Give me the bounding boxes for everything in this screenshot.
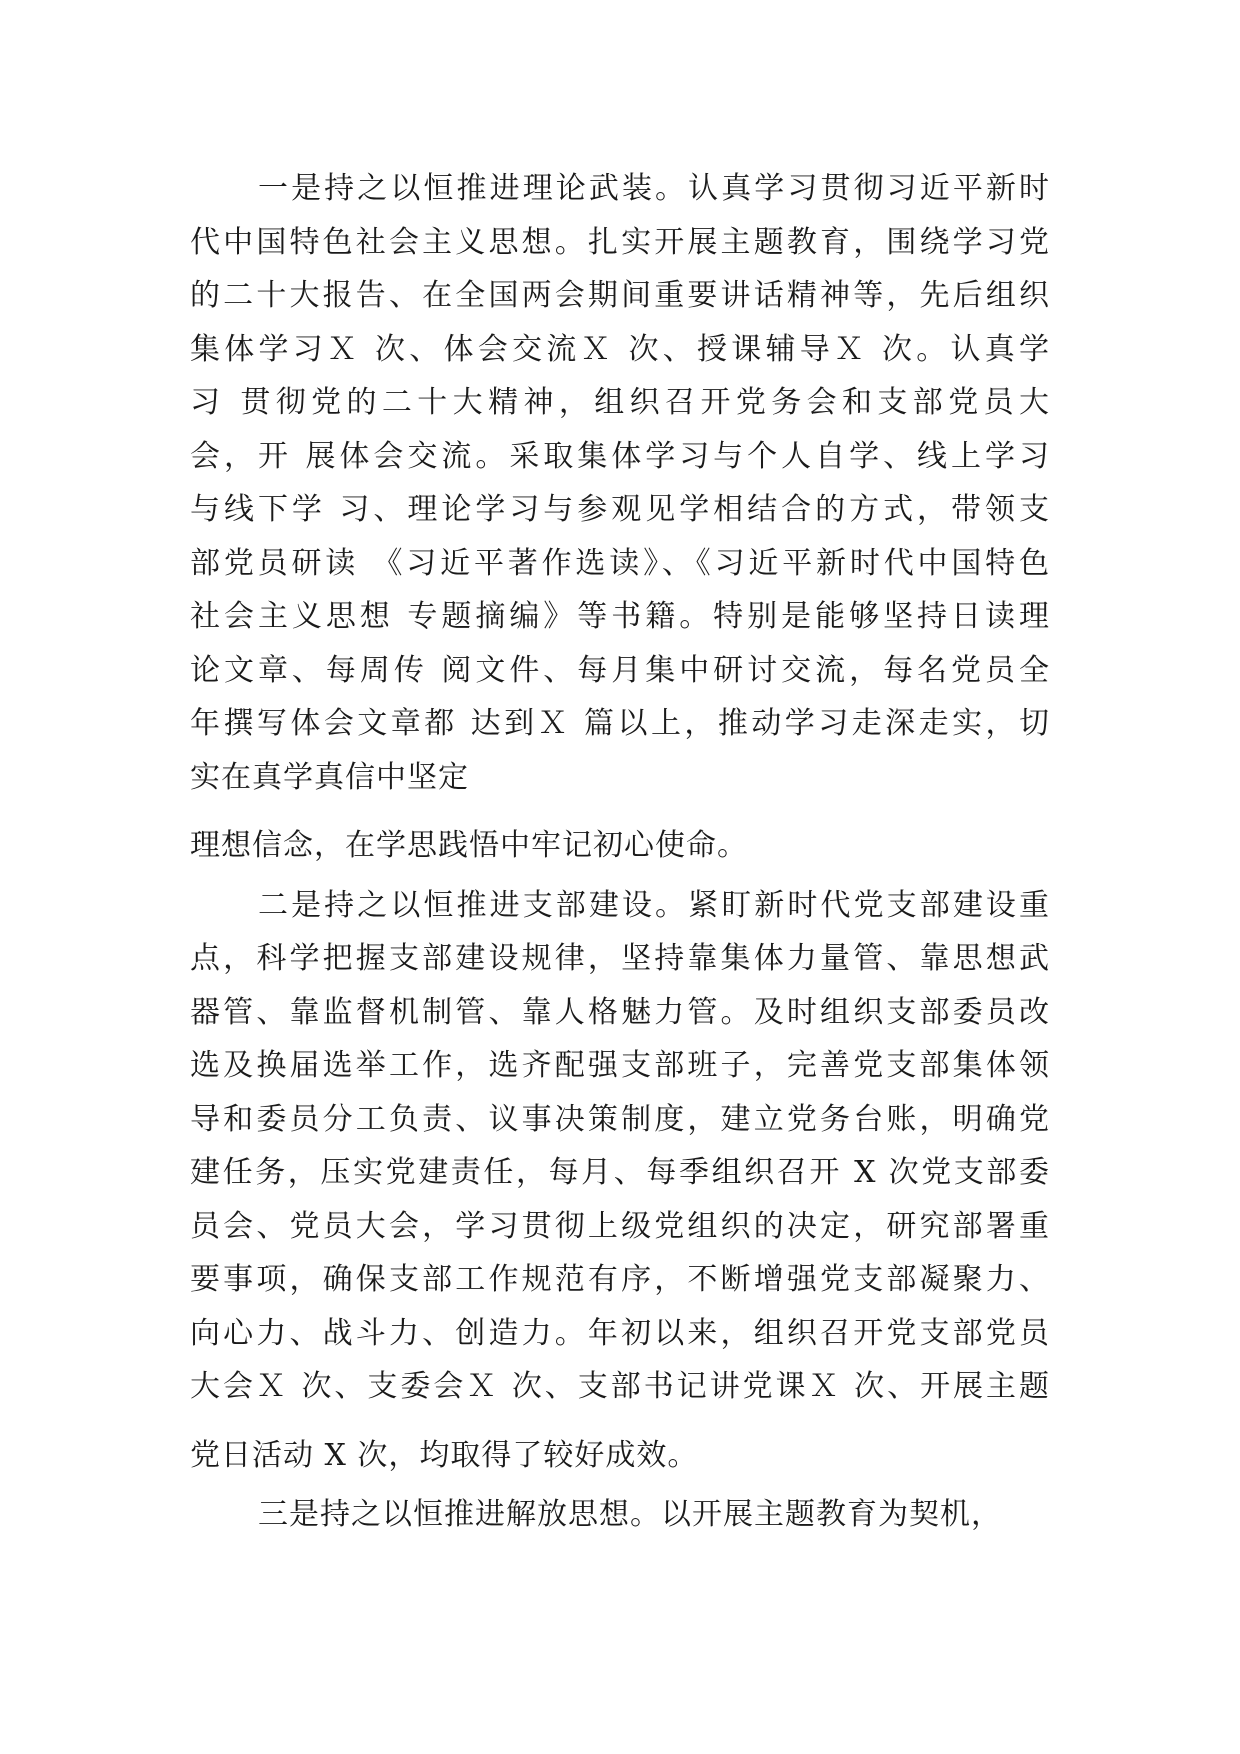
paragraph-1-line-7: 与线下学 习、理论学习与参观见学相结合的方式，带领支 (190, 492, 1050, 527)
paragraph-3-line-1: 三是持之以恒推进解放思想。以开展主题教育为契机， (258, 1497, 1002, 1532)
paragraph-2-line-9: 向心力、战斗力、创造力。年初以来，组织召开党支部党员 (190, 1315, 1050, 1351)
paragraph-1-line-1: 一是持之以恒推进理论武装。认真学习贯彻习近平新时 (258, 171, 1050, 206)
paragraph-2-line-5: 导和委员分工负责、议事决策制度，建立党务台账，明确党 (190, 1101, 1050, 1137)
paragraph-2-line-8: 要事项，确保支部工作规范有序，不断增强党支部凝聚力、 (190, 1262, 1050, 1297)
paragraph-1-line-2: 代中国特色社会主义思想。扎实开展主题教育，围绕学习党 (190, 224, 1050, 260)
paragraph-1-line-4: 集体学习Ｘ 次、体会交流Ｘ 次、授课辅导Ｘ 次。认真学 (190, 331, 1050, 367)
paragraph-1-line-6: 会，开 展体会交流。采取集体学习与个人自学、线上学习 (190, 438, 1050, 474)
paragraph-2-line-10: 大会Ｘ 次、支委会Ｘ 次、支部书记讲党课Ｘ 次、开展主题 (190, 1369, 1050, 1404)
paragraph-1-line-9: 社会主义思想 专题摘编》等书籍。特别是能够坚持日读理 (190, 599, 1050, 634)
paragraph-2-line-4: 选及换届选举工作，选齐配强支部班子，完善党支部集体领 (190, 1048, 1050, 1083)
paragraph-1-line-13: 理想信念，在学思践悟中牢记初心使命。 (190, 828, 748, 863)
paragraph-1-line-3: 的二十大报告、在全国两会期间重要讲话精神等，先后组织 (190, 278, 1050, 313)
paragraph-1-line-5: 习 贯彻党的二十大精神，组织召开党务会和支部党员大 (190, 385, 1050, 420)
paragraph-2-line-7: 员会、党员大会，学习贯彻上级党组织的决定，研究部署重 (190, 1208, 1050, 1244)
paragraph-2-line-1: 二是持之以恒推进支部建设。紧盯新时代党支部建设重 (258, 887, 1050, 923)
paragraph-1-line-10: 论文章、每周传 阅文件、每月集中研讨交流，每名党员全 (190, 652, 1050, 688)
paragraph-1-line-11: 年撰写体会文章都 达到Ｘ 篇以上，推动学习走深走实，切 (190, 706, 1050, 741)
document-body (190, 162, 1050, 1542)
paragraph-2-line-2: 点，科学把握支部建设规律，坚持靠集体力量管、靠思想武 (190, 941, 1050, 976)
paragraph-1-line-8: 部党员研读 《习近平著作选读》、《习近平新时代中国特色 (190, 545, 1050, 581)
paragraph-2-line-11: 党日活动 X 次，均取得了较好成效。 (190, 1437, 699, 1473)
paragraph-2-line-6: 建任务，压实党建责任，每月、每季组织召开 X 次党支部委 (190, 1155, 1050, 1190)
paragraph-2-line-3: 器管、靠监督机制管、靠人格魅力管。及时组织支部委员改 (190, 994, 1050, 1030)
paragraph-1-line-12: 实在真学真信中坚定 (190, 759, 469, 795)
